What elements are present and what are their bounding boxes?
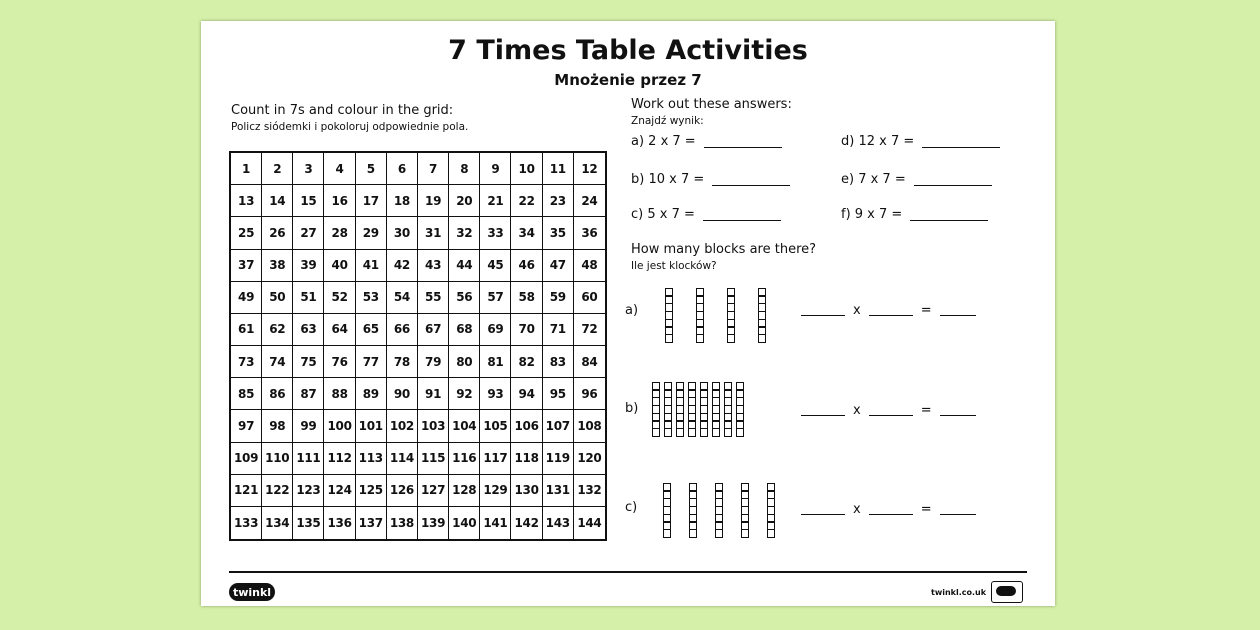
grid-cell[interactable]: 26 [262, 217, 293, 249]
grid-cell[interactable]: 11 [543, 153, 574, 185]
grid-instruction-pl: Policz siódemki i pokoloruj odpowiednie pola. [231, 121, 469, 133]
grid-cell[interactable]: 69 [480, 314, 511, 346]
block-bar [652, 383, 660, 437]
block-unit [758, 334, 766, 343]
grid-cell[interactable]: 94 [511, 378, 542, 410]
grid-cell[interactable]: 114 [387, 443, 418, 475]
block-bar [736, 383, 744, 437]
grid-cell[interactable]: 3 [293, 153, 324, 185]
grid-cell[interactable]: 35 [543, 217, 574, 249]
grid-cell[interactable]: 82 [511, 346, 542, 378]
grid-cell[interactable]: 85 [231, 378, 262, 410]
question-a[interactable] [631, 134, 782, 149]
grid-cell[interactable]: 86 [262, 378, 293, 410]
grid-cell[interactable]: 77 [356, 346, 387, 378]
grid-cell[interactable]: 57 [480, 282, 511, 314]
question-e-text: e) 7 x 7 = [841, 172, 906, 187]
grid-cell[interactable]: 20 [449, 185, 480, 217]
answer-line [922, 147, 1000, 148]
block-unit [724, 428, 732, 437]
grid-cell[interactable]: 99 [293, 410, 324, 442]
block-unit [767, 529, 775, 538]
grid-cell[interactable]: 126 [387, 475, 418, 507]
grid-cell[interactable]: 87 [293, 378, 324, 410]
grid-cell[interactable]: 110 [262, 443, 293, 475]
question-f-text: f) 9 x 7 = [841, 207, 903, 222]
grid-cell[interactable]: 103 [418, 410, 449, 442]
blocks-equation-c[interactable] [801, 502, 976, 517]
grid-cell[interactable]: 83 [543, 346, 574, 378]
times-sign: x [853, 502, 861, 517]
grid-cell[interactable]: 47 [543, 250, 574, 282]
questions-instruction-pl: Znajdź wynik: [631, 115, 704, 127]
grid-cell[interactable]: 39 [293, 250, 324, 282]
grid-cell[interactable]: 33 [480, 217, 511, 249]
website-text: twinkl.co.uk [931, 588, 987, 597]
grid-cell[interactable]: 113 [356, 443, 387, 475]
grid-cell[interactable]: 42 [387, 250, 418, 282]
question-d-text: d) 12 x 7 = [841, 134, 915, 149]
grid-cell[interactable]: 7 [418, 153, 449, 185]
grid-cell[interactable]: 139 [418, 507, 449, 539]
grid-cell[interactable]: 141 [480, 507, 511, 539]
grid-cell[interactable]: 15 [293, 185, 324, 217]
block-unit [715, 529, 723, 538]
grid-cell[interactable]: 58 [511, 282, 542, 314]
grid-cell[interactable]: 25 [231, 217, 262, 249]
grid-cell[interactable]: 84 [574, 346, 605, 378]
grid-instruction: Count in 7s and colour in the grid: [231, 103, 454, 118]
grid-cell[interactable]: 70 [511, 314, 542, 346]
grid-cell[interactable]: 49 [231, 282, 262, 314]
blocks-label-c: c) [625, 500, 638, 515]
grid-cell[interactable]: 120 [574, 443, 605, 475]
grid-cell[interactable]: 63 [293, 314, 324, 346]
grid-cell[interactable]: 46 [511, 250, 542, 282]
grid-cell[interactable]: 127 [418, 475, 449, 507]
times-sign: x [853, 303, 861, 318]
grid-cell[interactable]: 108 [574, 410, 605, 442]
grid-cell[interactable]: 23 [543, 185, 574, 217]
equals-sign: = [920, 303, 932, 318]
grid-cell[interactable]: 45 [480, 250, 511, 282]
grid-cell[interactable]: 24 [574, 185, 605, 217]
grid-cell[interactable]: 100 [324, 410, 355, 442]
question-f[interactable] [841, 207, 988, 222]
grid-cell[interactable]: 137 [356, 507, 387, 539]
grid-cell[interactable]: 54 [387, 282, 418, 314]
block-unit [700, 428, 708, 437]
grid-cell[interactable]: 50 [262, 282, 293, 314]
grid-cell[interactable]: 97 [231, 410, 262, 442]
grid-cell[interactable]: 90 [387, 378, 418, 410]
twinkl-logo: twinkl [229, 583, 275, 601]
grid-cell[interactable]: 37 [231, 250, 262, 282]
grid-cell[interactable]: 101 [356, 410, 387, 442]
grid-cell[interactable]: 16 [324, 185, 355, 217]
grid-cell[interactable]: 29 [356, 217, 387, 249]
grid-cell[interactable]: 32 [449, 217, 480, 249]
equals-sign: = [920, 403, 932, 418]
block-unit [727, 334, 735, 343]
grid-cell[interactable]: 119 [543, 443, 574, 475]
answer-line [914, 185, 992, 186]
grid-cell[interactable]: 13 [231, 185, 262, 217]
grid-cell[interactable]: 132 [574, 475, 605, 507]
grid-cell[interactable]: 65 [356, 314, 387, 346]
block-unit [688, 428, 696, 437]
grid-cell[interactable]: 18 [387, 185, 418, 217]
block-unit [736, 428, 744, 437]
block-unit [676, 428, 684, 437]
answer-line [704, 147, 782, 148]
grid-cell[interactable]: 10 [511, 153, 542, 185]
block-unit [652, 428, 660, 437]
grid-cell[interactable]: 133 [231, 507, 262, 539]
grid-cell[interactable]: 9 [480, 153, 511, 185]
number-grid [229, 151, 607, 541]
grid-cell[interactable]: 122 [262, 475, 293, 507]
answer-line [703, 220, 781, 221]
grid-cell[interactable]: 124 [324, 475, 355, 507]
grid-cell[interactable]: 66 [387, 314, 418, 346]
grid-cell[interactable]: 143 [543, 507, 574, 539]
grid-cell[interactable]: 41 [356, 250, 387, 282]
block-unit [696, 334, 704, 343]
grid-cell[interactable]: 43 [418, 250, 449, 282]
blocks-equation-b[interactable] [801, 403, 976, 418]
grid-cell[interactable]: 68 [449, 314, 480, 346]
block-bar [724, 383, 732, 437]
block-bar [696, 289, 704, 343]
blocks-label-b: b) [625, 401, 639, 416]
grid-cell[interactable]: 76 [324, 346, 355, 378]
grid-cell[interactable]: 55 [418, 282, 449, 314]
question-d[interactable] [841, 134, 1000, 149]
grid-cell[interactable]: 14 [262, 185, 293, 217]
block-bar [688, 383, 696, 437]
equals-sign: = [920, 502, 932, 517]
grid-cell[interactable]: 144 [577, 515, 602, 530]
blank [801, 315, 845, 316]
grid-cell[interactable]: 129 [480, 475, 511, 507]
grid-cell[interactable]: 89 [356, 378, 387, 410]
block-unit [712, 428, 720, 437]
grid-cell[interactable]: 138 [387, 507, 418, 539]
blocks-instruction: How many blocks are there? [631, 242, 817, 257]
grid-cell[interactable]: 117 [480, 443, 511, 475]
grid-cell[interactable]: 22 [511, 185, 542, 217]
grid-cell[interactable]: 92 [449, 378, 480, 410]
grid-cell[interactable]: 98 [262, 410, 293, 442]
grid-cell[interactable]: 12 [574, 153, 605, 185]
times-sign: x [853, 403, 861, 418]
question-a-text: a) 2 x 7 = [631, 134, 696, 149]
grid-cell[interactable]: 115 [418, 443, 449, 475]
grid-cell[interactable]: 6 [387, 153, 418, 185]
grid-cell[interactable]: 51 [293, 282, 324, 314]
grid-cell[interactable]: 71 [543, 314, 574, 346]
grid-cell[interactable]: 61 [231, 314, 262, 346]
grid-cell[interactable]: 2 [262, 153, 293, 185]
grid-cell[interactable]: 106 [511, 410, 542, 442]
grid-cell[interactable]: 67 [418, 314, 449, 346]
worksheet [201, 21, 1055, 606]
grid-cell[interactable]: 27 [293, 217, 324, 249]
grid-cell[interactable]: 40 [324, 250, 355, 282]
answer-line [712, 185, 790, 186]
grid-cell[interactable]: 135 [293, 507, 324, 539]
grid-cell[interactable]: 116 [449, 443, 480, 475]
block-bar [700, 383, 708, 437]
blocks-instruction-pl: Ile jest klocków? [631, 260, 717, 272]
question-b-text: b) 10 x 7 = [631, 172, 705, 187]
blank [869, 415, 913, 416]
page-title: 7 Times Table Activities [448, 35, 808, 66]
grid-cell[interactable]: 104 [449, 410, 480, 442]
block-bar [712, 383, 720, 437]
block-bar [758, 289, 766, 343]
grid-cell[interactable]: 1 [231, 153, 262, 185]
grid-cell[interactable]: 44 [449, 250, 480, 282]
grid-cell[interactable]: 28 [324, 217, 355, 249]
grid-cell[interactable]: 8 [449, 153, 480, 185]
grid-cell[interactable]: 125 [356, 475, 387, 507]
grid-cell[interactable]: 74 [262, 346, 293, 378]
grid-cell[interactable]: 93 [480, 378, 511, 410]
grid-cell[interactable]: 96 [574, 378, 605, 410]
grid-cell[interactable]: 123 [293, 475, 324, 507]
page-subtitle: Mnożenie przez 7 [554, 71, 702, 89]
grid-cell[interactable]: 142 [511, 507, 542, 539]
grid-cell[interactable]: 107 [543, 410, 574, 442]
blank [940, 315, 976, 316]
grid-cell[interactable]: 60 [574, 282, 605, 314]
block-bar [665, 289, 673, 343]
grid-cell[interactable]: 105 [480, 410, 511, 442]
blank [869, 315, 913, 316]
grid-cell[interactable]: 34 [511, 217, 542, 249]
question-e[interactable] [841, 172, 992, 187]
grid-cell[interactable]: 48 [574, 250, 605, 282]
grid-cell[interactable]: 79 [418, 346, 449, 378]
grid-cell[interactable]: 112 [324, 443, 355, 475]
grid-cell[interactable]: 131 [543, 475, 574, 507]
block-bar [663, 484, 671, 538]
blocks-label-a: a) [625, 303, 639, 318]
grid-cell[interactable]: 75 [293, 346, 324, 378]
grid-cell[interactable]: 140 [449, 507, 480, 539]
block-unit [665, 334, 673, 343]
grid-cell[interactable]: 56 [449, 282, 480, 314]
grid-cell[interactable]: 130 [511, 475, 542, 507]
block-unit [689, 529, 697, 538]
block-bar [741, 484, 749, 538]
grid-cell[interactable]: 17 [356, 185, 387, 217]
block-bar [689, 484, 697, 538]
grid-cell[interactable]: 81 [480, 346, 511, 378]
block-bar [715, 484, 723, 538]
grid-cell[interactable]: 4 [324, 153, 355, 185]
grid-cell[interactable]: 109 [231, 443, 262, 475]
grid-cell[interactable]: 5 [356, 153, 387, 185]
grid-cell[interactable]: 102 [387, 410, 418, 442]
blocks-equation-a[interactable] [801, 303, 976, 318]
grid-cell[interactable]: 64 [324, 314, 355, 346]
block-bar [727, 289, 735, 343]
block-bar [664, 383, 672, 437]
badge-icon [991, 581, 1023, 603]
question-b[interactable] [631, 172, 790, 187]
questions-instruction: Work out these answers: [631, 97, 792, 112]
grid-cell[interactable]: 111 [293, 443, 324, 475]
block-unit [741, 529, 749, 538]
grid-cell[interactable]: 121 [231, 475, 262, 507]
grid-cell[interactable]: 36 [574, 217, 605, 249]
grid-cell[interactable]: 128 [449, 475, 480, 507]
grid-cell[interactable]: 80 [449, 346, 480, 378]
grid-cell[interactable]: 59 [543, 282, 574, 314]
grid-cell[interactable]: 134 [262, 507, 293, 539]
question-c-text: c) 5 x 7 = [631, 207, 695, 222]
grid-cell[interactable]: 73 [231, 346, 262, 378]
grid-cell[interactable]: 78 [387, 346, 418, 378]
grid-cell[interactable]: 118 [511, 443, 542, 475]
grid-cell[interactable]: 31 [418, 217, 449, 249]
grid-cell[interactable]: 72 [574, 314, 605, 346]
footer-divider [229, 571, 1027, 573]
grid-cell[interactable]: 62 [262, 314, 293, 346]
block-bar [767, 484, 775, 538]
grid-cell[interactable]: 30 [387, 217, 418, 249]
grid-cell[interactable]: 88 [324, 378, 355, 410]
answer-line [910, 220, 988, 221]
blank [801, 415, 845, 416]
grid-cell[interactable]: 21 [480, 185, 511, 217]
grid-cell[interactable]: 95 [543, 378, 574, 410]
grid-cell[interactable]: 19 [418, 185, 449, 217]
question-c[interactable] [631, 207, 781, 222]
grid-cell[interactable]: 136 [324, 507, 355, 539]
blank [801, 514, 845, 515]
blank [940, 415, 976, 416]
blank [869, 514, 913, 515]
block-unit [663, 529, 671, 538]
grid-cell[interactable]: 38 [262, 250, 293, 282]
grid-cell[interactable]: 53 [356, 282, 387, 314]
block-unit [664, 428, 672, 437]
block-bar [676, 383, 684, 437]
grid-cell[interactable]: 91 [418, 378, 449, 410]
grid-cell[interactable]: 52 [324, 282, 355, 314]
blank [940, 514, 976, 515]
